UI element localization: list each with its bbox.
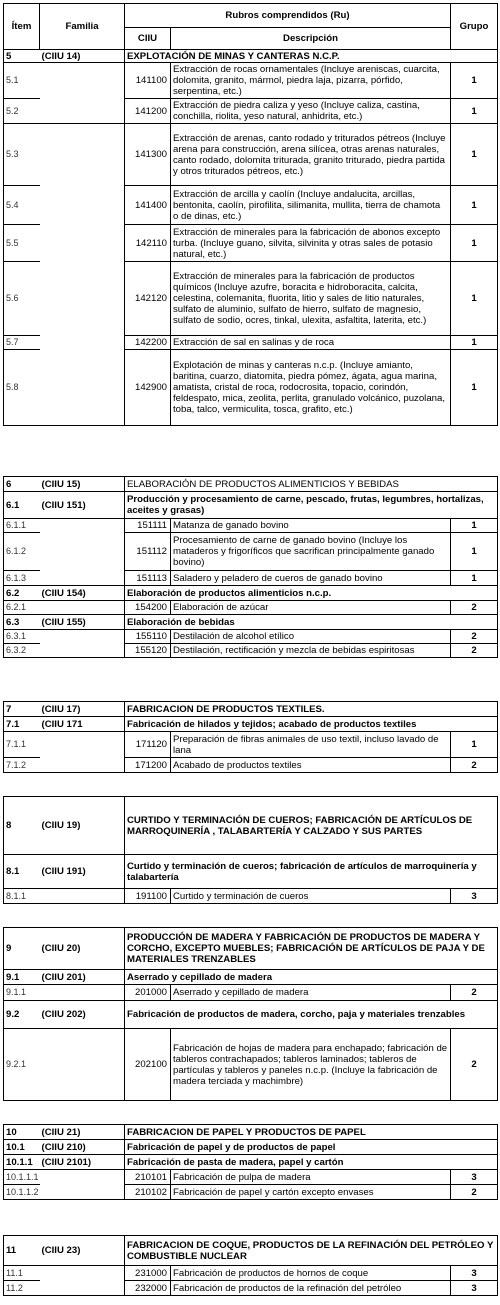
section-title-row: 11 (CIIU 23) FABRICACION DE COQUE, PRODUCTOS DE LA REFINACIÓN DEL PETRÓLEO Y COMBUSTIBLE NUCLEAR xyxy=(4,1236,498,1266)
table-row: 5.8 142900 Explotación de minas y canteras n.c.p. (Incluye amianto, baritina, cuarzo, diatomita, piedra pómez, ágata, agua marina, amatista, cristal de roca, rodocrosita, topacio, corindón, feldespato, mica, zeolita, perlita, granulado volcánico, puzolana, toba, talco, vermiculita, tosca, grafito, etc.) 1 xyxy=(4,350,498,426)
subsection-row: 8.1 (CIIU 191) Curtido y terminación de cueros; fabricación de artículos de marroquinería y talabartería xyxy=(4,855,498,889)
header-familia: Familia xyxy=(40,4,125,50)
header-ciiu: CIIU xyxy=(125,28,171,50)
table-row: 5.1 141100 Extracción de rocas ornamentales (Incluye areniscas, cuarcita, dolomita, granito, mármol, piedra laja, pizarra, pórfido, serpentina, etc.) 1 xyxy=(4,63,498,99)
header-rubros: Rubros comprendidos (Ru) xyxy=(125,4,451,28)
table-row: 5.2 141200 Extracción de piedra caliza y yeso (Incluye caliza, castina, conchilla, riolita, yeso natural, anhidrita, etc.) 1 xyxy=(4,99,498,124)
table-row: 8.1.1 191100 Curtido y terminación de cueros 3 xyxy=(4,889,498,904)
table-section-10 xyxy=(3,1124,498,1200)
section-title-row: 7 (CIIU 17) FABRICACION DE PRODUCTOS TEXTILES. xyxy=(4,702,498,717)
table-row: 10.1.1.1 210101 Fabricación de pulpa de madera 3 xyxy=(4,1170,498,1185)
subsection-row: 9.1 (CIIU 201) Aserrado y cepillado de madera xyxy=(4,970,498,985)
table-row: 11.1 231000 Fabricación de productos de hornos de coque 3 xyxy=(4,1266,498,1281)
subsection-row: 6.1 (CIIU 151) Producción y procesamiento de carne, pescado, frutas, legumbres, hortalizas, aceites y grasas) xyxy=(4,492,498,519)
section-title-row: 9 (CIIU 20) PRODUCCIÓN DE MADERA Y FABRICACIÓN DE PRODUCTOS DE MADERA Y CORCHO, EXCEPTO MUEBLES; FABRICACIÓN DE ARTÍCULOS DE PAJA Y DE MATERIALES TRENZABLES xyxy=(4,928,498,970)
section-title-row: 5 (CIIU 14) EXPLOTACIÓN DE MINAS Y CANTERAS N.C.P. xyxy=(4,50,498,63)
table-row: 6.1.3 151113 Saladero y peladero de cueros de ganado bovino 1 xyxy=(4,571,498,586)
section-title-row: 10 (CIIU 21) FABRICACION DE PAPEL Y PRODUCTOS DE PAPEL xyxy=(4,1125,498,1140)
section-title-row: 8 (CIIU 19) CURTIDO Y TERMINACIÓN DE CUEROS; FABRICACIÓN DE ARTÍCULOS DE MARROQUINERÍA , TALABARTERÍA Y CALZADO Y SUS PARTES xyxy=(4,797,498,855)
header-item: Ítem xyxy=(4,4,40,50)
table-row: 9.2.1 202100 Fabricación de hojas de madera para enchapado; fabricación de tableros contrachapados; tableros laminados; tableros de partículas y tableros y paneles n.c.p. (Incluye la fabricación de madera terciada y machimbre) 2 xyxy=(4,1029,498,1101)
table-row: 5.7 142200 Extracción de sal en salinas y de roca 1 xyxy=(4,336,498,350)
table-section-9 xyxy=(3,927,498,1101)
table-section-8 xyxy=(3,796,498,904)
subsection-row: 6.3 (CIIU 155) Elaboración de bebidas xyxy=(4,615,498,630)
table-row: 5.4 141400 Extracción de arcilla y caolín (Incluye andalucita, arcillas, bentonita, caolín, pirofilita, silimanita, mullita, tierra de chamota o de dinas, etc.) 1 xyxy=(4,186,498,225)
table-row: 6.1.2 151112 Procesamiento de carne de ganado bovino (Incluye los mataderos y frigoríficos que sacrifican principalmente ganado bovino) 1 xyxy=(4,533,498,571)
table-row: 9.1.1 201000 Aserrado y cepillado de madera 2 xyxy=(4,985,498,1001)
table-row: 10.1.1.2 210102 Fabricación de papel y cartón excepto envases 2 xyxy=(4,1185,498,1200)
section-title-row: 6 (CIIU 15) ELABORACIÓN DE PRODUCTOS ALIMENTICIOS Y BEBIDAS xyxy=(4,477,498,492)
subsection-row: 10.1 (CIIU 210) Fabricación de papel y de productos de papel xyxy=(4,1140,498,1155)
table-row: 5.5 142110 Extracción de minerales para la fabricación de abonos excepto turba. (Incluye guano, silvita, silvinita y otras sales de potasio natural, etc.) 1 xyxy=(4,225,498,262)
subsection-row: 7.1 (CIIU 171 Fabricación de hilados y tejidos; acabado de productos textiles xyxy=(4,717,498,732)
table-section-7 xyxy=(3,701,498,773)
table-section-11 xyxy=(3,1235,498,1296)
header-descripcion: Descripción xyxy=(171,28,451,50)
table-row: 6.3.1 155110 Destilación de alcohol etílico 2 xyxy=(4,630,498,644)
table-row: 5.6 142120 Extracción de minerales para la fabricación de productos químicos (Incluye azufre, boracita e hidroboracita, calcita, celestina, colemanita, fluorita, litio y sales de litio naturales, sulfato de aluminio, sulfato de hierro, sulfato de magnesio, sulfato de sodio, ocres, tinkal, ulexita, asfaltita, laterita, etc.) 1 xyxy=(4,262,498,336)
subsection-row: 6.2 (CIIU 154) Elaboración de productos alimenticios n.c.p. xyxy=(4,586,498,601)
table-row: 7.1.2 171200 Acabado de productos textiles 2 xyxy=(4,758,498,773)
table-row: 5.3 141300 Extracción de arenas, canto rodado y triturados pétreos (Incluye arena para construcción, arena silícea, otras arenas naturales, canto rodado, dolomita triturada, granito triturado, piedra partida y otros triturados pétreos, etc.) 1 xyxy=(4,124,498,186)
table-row: 7.1.1 171120 Preparación de fibras animales de uso textil, incluso lavado de lana 1 xyxy=(4,732,498,758)
table-section-5 xyxy=(3,3,498,426)
subsection-row: 9.2 (CIIU 202) Fabricación de productos de madera, corcho, paja y materiales trenzables xyxy=(4,1001,498,1029)
subsection-row: 10.1.1 (CIIU 2101) Fabricación de pasta de madera, papel y cartón xyxy=(4,1155,498,1170)
table-section-6 xyxy=(3,476,498,658)
table-row: 6.3.2 155120 Destilación, rectificación y mezcla de bebidas espiritosas 2 xyxy=(4,644,498,658)
table-row: 6.1.1 151111 Matanza de ganado bovino 1 xyxy=(4,519,498,533)
table-row: 6.2.1 154200 Elaboración de azúcar 2 xyxy=(4,601,498,615)
table-row: 11.2 232000 Fabricación de productos de la refinación del petróleo 3 xyxy=(4,1281,498,1296)
header-grupo: Grupo xyxy=(451,4,498,50)
